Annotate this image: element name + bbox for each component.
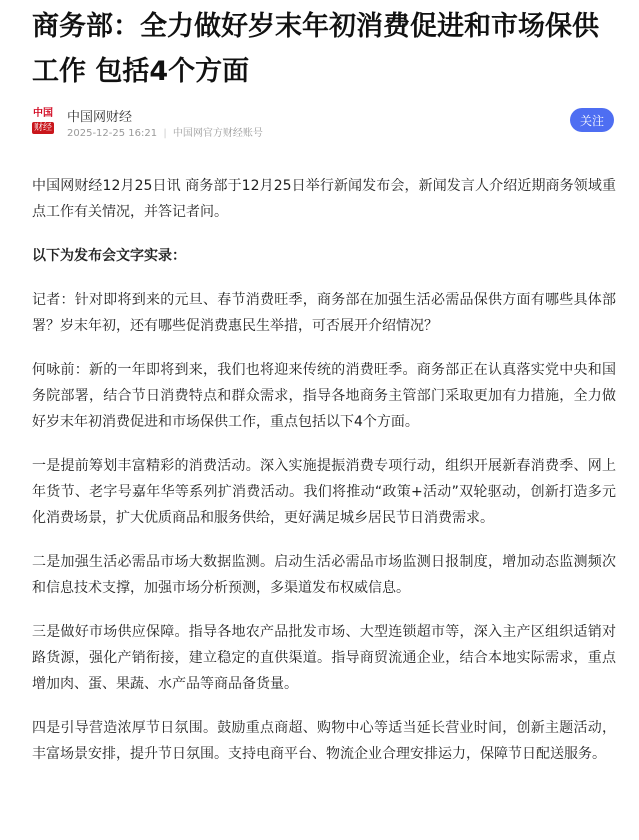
- author-avatar[interactable]: [30, 106, 56, 136]
- paragraph-answer: 何咏前：新的一年即将到来，我们也将迎来传统的消费旺季。商务部正在认真落实党中央和国务院部署，结合节日消费特点和群众需求，指导各地商务主管部门采取更加有力措施，全力做好岁末年初消费促进和市场保供工作，重点包括以下4个方面。: [32, 362, 616, 430]
- avatar-logo-top: 中国: [33, 108, 53, 119]
- publish-datetime: 2025-12-25 16:21: [67, 128, 158, 139]
- article-title: 商务部：全力做好岁末年初消费促进和市场保供工作 包括4个方面: [32, 11, 599, 87]
- paragraph-transcript-heading: 以下为发布会文字实录：: [32, 248, 186, 264]
- avatar-logo-bottom: 财经: [33, 123, 52, 133]
- paragraph-point-3: 三是做好市场供应保障。指导各地农产品批发市场、大型连锁超市等，深入主产区组织适销对路货源，强化产销衔接，建立稳定的直供渠道。指导商贸流通企业，结合本地实际需求，重点增加肉、蛋、果蔬、水产品等商品备货量。: [32, 624, 616, 692]
- author-meta: [67, 124, 263, 139]
- follow-button[interactable]: 关注: [570, 108, 614, 132]
- paragraph-point-1: 一是提前筹划丰富精彩的消费活动。深入实施提振消费专项行动，组织开展新春消费季、网上年货节、老字号嘉年华等系列扩消费活动。我们将推动“政策+活动”双轮驱动，创新打造多元化消费场景，扩大优质商品和服务供给，更好满足城乡居民节日消费需求。: [32, 458, 616, 526]
- author-name[interactable]: 中国网财经: [67, 110, 133, 125]
- author-bar: [30, 104, 620, 144]
- meta-separator: |: [163, 128, 167, 139]
- article-body: [32, 173, 616, 785]
- paragraph-intro: 中国网财经12月25日讯 商务部于12月25日举行新闻发布会，新闻发言人介绍近期商务领域重点工作有关情况，并答记者问。: [32, 178, 616, 220]
- account-description: 中国网官方财经账号: [172, 128, 263, 139]
- paragraph-question: 记者：针对即将到来的元旦、春节消费旺季，商务部在加强生活必需品保供方面有哪些具体部署？岁末年初，还有哪些促消费惠民生举措，可否展开介绍情况？: [32, 292, 616, 334]
- paragraph-point-2: 二是加强生活必需品市场大数据监测。启动生活必需品市场监测日报制度，增加动态监测频次和信息技术支撑，加强市场分析预测，多渠道发布权威信息。: [32, 554, 616, 596]
- paragraph-point-4: 四是引导营造浓厚节日氛围。鼓励重点商超、购物中心等适当延长营业时间，创新主题活动，丰富场景安排，提升节日氛围。支持电商平台、物流企业合理安排运力，保障节日配送服务。: [32, 720, 616, 762]
